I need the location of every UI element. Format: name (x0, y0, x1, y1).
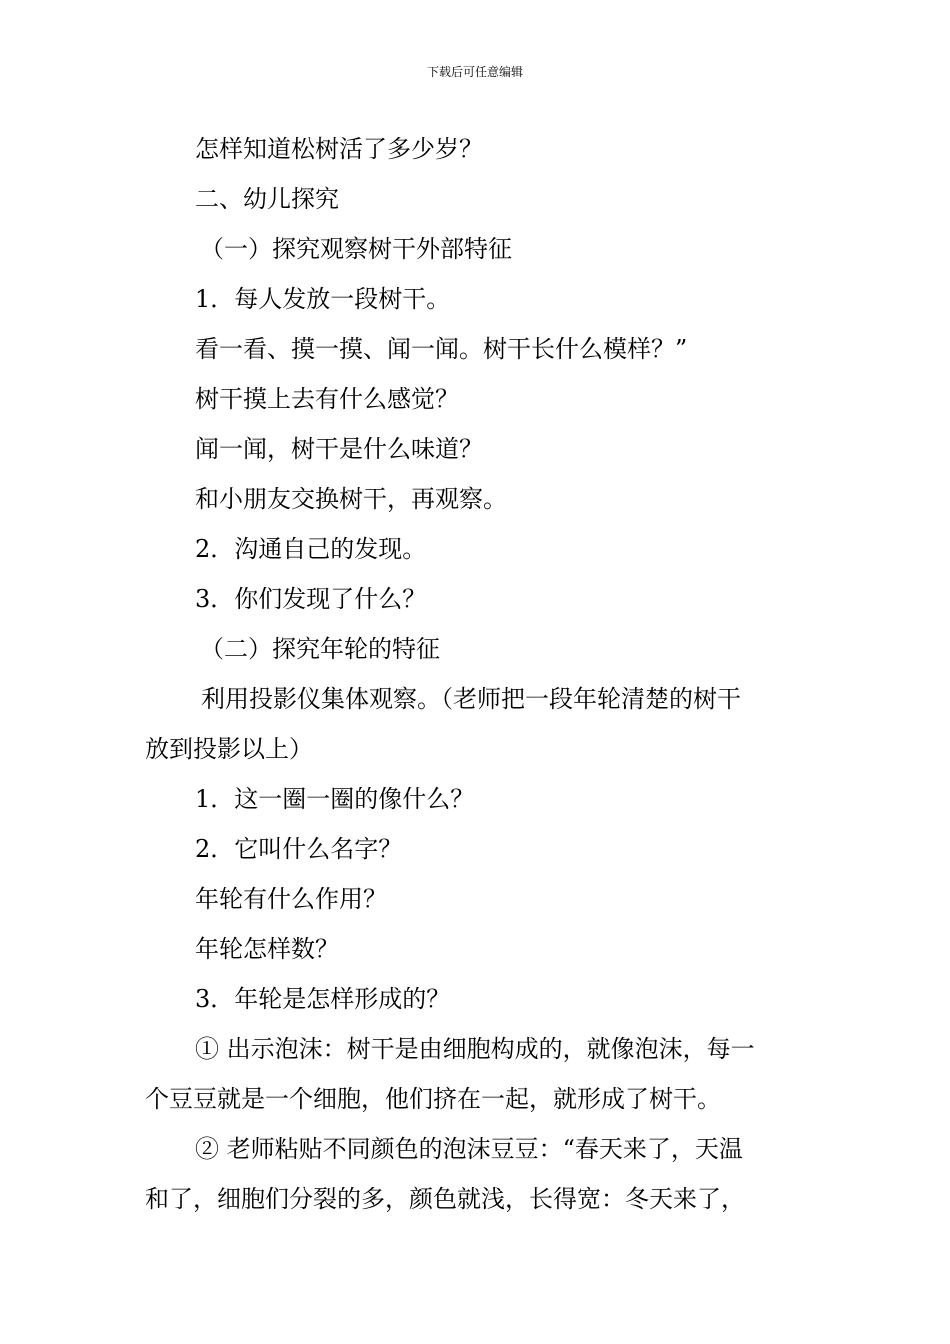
text-line: 个豆豆就是一个细胞，他们挤在一起，就形成了树干。 (145, 1085, 721, 1113)
subsection-heading: （一）探究观察树干外部特征 (200, 235, 512, 263)
text-line: 放到投影以上） (145, 735, 313, 763)
text-line: 看一看、摸一摸、闻一闻。树干长什么模样？” (195, 335, 688, 363)
document-body (145, 124, 809, 1224)
text-line: 怎样知道松树活了多少岁？ (195, 135, 483, 163)
text-line: 年轮怎样数？ (195, 935, 339, 963)
text-line: 利用投影仪集体观察。（老师把一段年轮清楚的树干 (201, 685, 741, 713)
text-line: 1．这一圈一圈的像什么？ (195, 785, 475, 813)
subsection-heading: （二）探究年轮的特征 (200, 635, 440, 663)
text-line: 2．它叫什么名字？ (195, 835, 403, 863)
text-line: 3．你们发现了什么？ (195, 585, 427, 613)
text-line: 2．沟通自己的发现。 (195, 535, 427, 563)
text-line: ② 老师粘贴不同颜色的泡沫豆豆：“春天来了，天温 (195, 1135, 743, 1163)
text-line: 3．年轮是怎样形成的？ (195, 985, 451, 1013)
text-line: 1．每人发放一段树干。 (195, 285, 451, 313)
text-line: 和小朋友交换树干，再观察。 (195, 485, 507, 513)
text-line: ① 出示泡沫：树干是由细胞构成的，就像泡沫，每一 (195, 1035, 755, 1063)
page-header: 下载后可任意编辑 (426, 65, 523, 79)
text-line: 闻一闻，树干是什么味道？ (195, 435, 483, 463)
section-heading: 二、幼儿探究 (195, 185, 339, 213)
text-line: 年轮有什么作用？ (195, 885, 387, 913)
text-line: 树干摸上去有什么感觉？ (195, 385, 459, 413)
text-line: 和了，细胞们分裂的多，颜色就浅，长得宽：冬天来了， (145, 1185, 745, 1213)
